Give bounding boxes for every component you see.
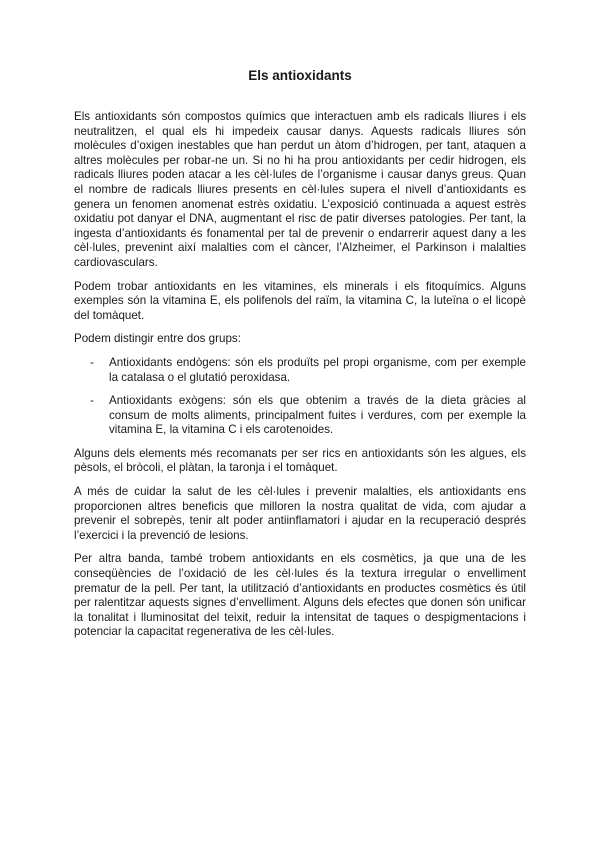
dash-bullet-icon: - — [90, 355, 94, 369]
list-item — [74, 394, 526, 438]
list-item-text: Antioxidants endògens: són els produïts pel propi organisme, com per exemple la catalasa o el glutatió peroxidasa. — [109, 355, 526, 384]
paragraph-intro: Els antioxidants són compostos químics que interactuen amb els radicals lliures i els neutralitzen, el qual els hi impedeix causar danys. Aquests radicals lliures són molècules d’oxigen inestables que han perdut un àtom d’hidrogen, per tant, ataquen a altres molècules per robar-ne un. Si no hi ha prou antioxidants per cedir hidrogen, els radicals lliures poden atacar a les cèl·lules de l’organisme i causar danys greus. Quan el nombre de radicals lliures presents en cèl·lules supera el nivell d’antioxidants es genera un fenomen anomenat estrès oxidatiu. L’exposició continuada a aquest estrès oxidatiu pot danyar el DNA, augmentant el risc de patir diverses patologies. Per tant, la ingesta d’antioxidants és fonamental per tal de prevenir o endarrerir aquest dany a les cèl·lules, prevenint així malalties com el càncer, l’Alzheimer, el Parkinson i malalties cardiovasculars. — [74, 110, 526, 269]
paragraph-cosmetics: Per altra banda, també trobem antioxidants en els cosmètics, ja que una de les conseqüències de l’oxidació de les cèl·lules és la textura irregular o envelliment prematur de la pell. Per tant, la utilització d’antioxidants en productes cosmètics és útil per ralentitzar aquests signes d’envelliment. Alguns dels efectes que donen són unificar la tonalitat i lluminositat del teixit, reduir la intensitat de taques o despigmentacions i potenciar la capacitat regenerativa de les cèl·lules. — [74, 552, 526, 639]
paragraph-recommended-foods: Alguns dels elements més recomanats per ser rics en antioxidants són les algues, els pèsols, el bròcoli, el plàtan, la taronja i el tomàquet. — [74, 446, 526, 475]
document-page — [74, 68, 526, 649]
dash-bullet-icon: - — [90, 394, 94, 408]
antioxidant-groups-list — [74, 356, 526, 438]
list-item-text: Antioxidants exògens: són els que obtenim a través de la dieta gràcies al consum de molts aliments, principalment fuites i verdures, com per exemple la vitamina E, la vitamina C i els carotenoides. — [109, 394, 526, 437]
paragraph-sources: Podem trobar antioxidants en les vitamines, els minerals i els fitoquímics. Alguns exemples són la vitamina E, els polifenols del raïm, la vitamina C, la luteïna o el licopè del tomàquet. — [74, 279, 526, 322]
paragraph-benefits: A més de cuidar la salut de les cèl·lules i prevenir malalties, els antioxidants ens proporcionen altres beneficis que milloren la nostra qualitat de vida, com ajudar a prevenir el sobrepès, tenir alt poder antiinflamatori i ajudar en la recuperació després l’exercici i la prevenció de lesions. — [74, 485, 526, 542]
list-item — [74, 356, 526, 385]
document-title: Els antioxidants — [248, 68, 352, 83]
paragraph-groups-intro: Podem distingir entre dos grups: — [74, 332, 241, 346]
